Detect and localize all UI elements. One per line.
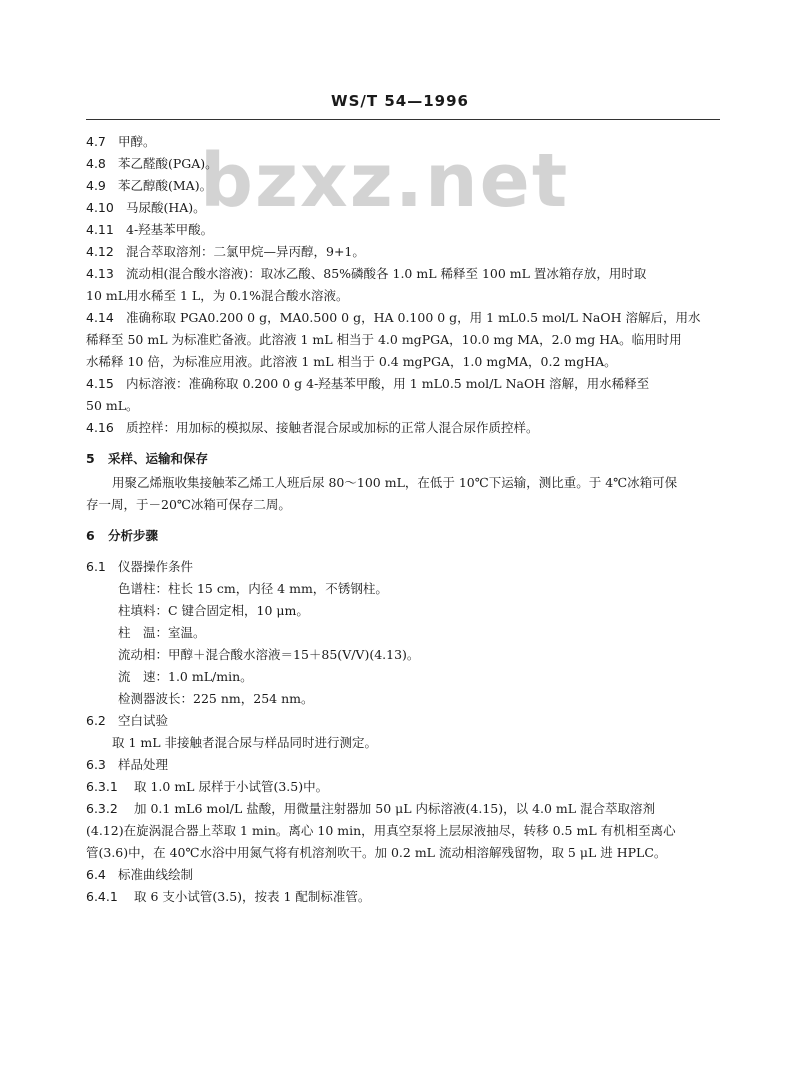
item-6-3-2: 6.3.2 加 0.1 mL6 mol/L 盐酸，用微量注射器加 50 μL 内标溶液(4.15)，以 4.0 mL 混合萃取溶剂 — [86, 801, 656, 816]
item-4-8: 4.8 苯乙醛酸(PGA)。 — [86, 156, 218, 171]
item-4-16: 4.16 质控样：用加标的模拟尿、接触者混合尿或加标的正常人混合尿作质控样。 — [86, 420, 539, 435]
flow-rate: 流 速：1.0 mL/min。 — [118, 669, 253, 684]
watermark: bzxz.net — [200, 138, 570, 224]
item-6-4: 6.4 标准曲线绘制 — [86, 867, 194, 882]
section-5-heading: 5 采样、运输和保存 — [86, 451, 209, 466]
item-4-13-cont: 10 mL用水稀至 1 L，为 0.1%混合酸水溶液。 — [86, 288, 349, 303]
section-5-para-2: 存一周，于－20℃冰箱可保存二周。 — [86, 497, 291, 512]
item-4-11: 4.11 4-羟基苯甲酸。 — [86, 222, 214, 237]
item-6-4-1: 6.4.1 取 6 支小试管(3.5)，按表 1 配制标准管。 — [86, 889, 371, 904]
item-4-7: 4.7 甲醇。 — [86, 134, 156, 149]
column-temperature: 柱 温：室温。 — [118, 625, 206, 640]
item-4-9: 4.9 苯乙醇酸(MA)。 — [86, 178, 213, 193]
mobile-phase: 流动相：甲醇＋混合酸水溶液＝15＋85(V/V)(4.13)。 — [118, 647, 420, 662]
item-6-2-text: 取 1 mL 非接触者混合尿与样品同时进行测定。 — [112, 735, 378, 750]
item-4-15-cont: 50 mL。 — [86, 398, 139, 413]
column-spec: 色谱柱：柱长 15 cm，内径 4 mm，不锈钢柱。 — [118, 581, 388, 596]
column-packing: 柱填料：C 键合固定相，10 μm。 — [118, 603, 309, 618]
page-header: WS/T 54—1996 — [331, 92, 469, 110]
item-4-14: 4.14 准确称取 PGA0.200 0 g，MA0.500 0 g，HA 0.100 0 g，用 1 mL0.5 mol/L NaOH 溶解后，用水 — [86, 310, 701, 325]
item-4-14-cont-2: 水稀释 10 倍，为标准应用液。此溶液 1 mL 相当于 0.4 mgPGA，1.0 mgMA，0.2 mgHA。 — [86, 354, 617, 369]
item-4-13: 4.13 流动相(混合酸水溶液)：取冰乙酸、85%磷酸各 1.0 mL 稀释至 100 mL 置冰箱存放，用时取 — [86, 266, 647, 281]
section-6-heading: 6 分析步骤 — [86, 528, 159, 543]
item-6-3-2-cont-1: (4.12)在旋涡混合器上萃取 1 min。离心 10 min，用真空泵将上层尿液抽尽，转移 0.5 mL 有机相至离心 — [86, 823, 676, 838]
item-6-3: 6.3 样品处理 — [86, 757, 169, 772]
item-4-14-cont-1: 稀释至 50 mL 为标准贮备液。此溶液 1 mL 相当于 4.0 mgPGA，10.0 mg MA，2.0 mg HA。临用时用 — [86, 332, 682, 347]
item-6-1: 6.1 仪器操作条件 — [86, 559, 194, 574]
section-5-para-1: 用聚乙烯瓶收集接触苯乙烯工人班后尿 80～100 mL，在低于 10℃下运输，测比重。于 4℃冰箱可保 — [112, 475, 678, 490]
item-6-2: 6.2 空白试验 — [86, 713, 169, 728]
item-6-3-2-cont-2: 管(3.6)中，在 40℃水浴中用氮气将有机溶剂吹干。加 0.2 mL 流动相溶解残留物，取 5 μL 进 HPLC。 — [86, 845, 667, 860]
item-6-3-1: 6.3.1 取 1.0 mL 尿样于小试管(3.5)中。 — [86, 779, 329, 794]
item-4-15: 4.15 内标溶液：准确称取 0.200 0 g 4-羟基苯甲酸，用 1 mL0.5 mol/L NaOH 溶解，用水稀释至 — [86, 376, 650, 391]
detector-wavelength: 检测器波长：225 nm，254 nm。 — [118, 691, 314, 706]
header-rule — [86, 119, 720, 120]
item-4-12: 4.12 混合萃取溶剂：二氯甲烷—异丙醇，9+1。 — [86, 244, 365, 259]
item-4-10: 4.10 马尿酸(HA)。 — [86, 200, 206, 215]
